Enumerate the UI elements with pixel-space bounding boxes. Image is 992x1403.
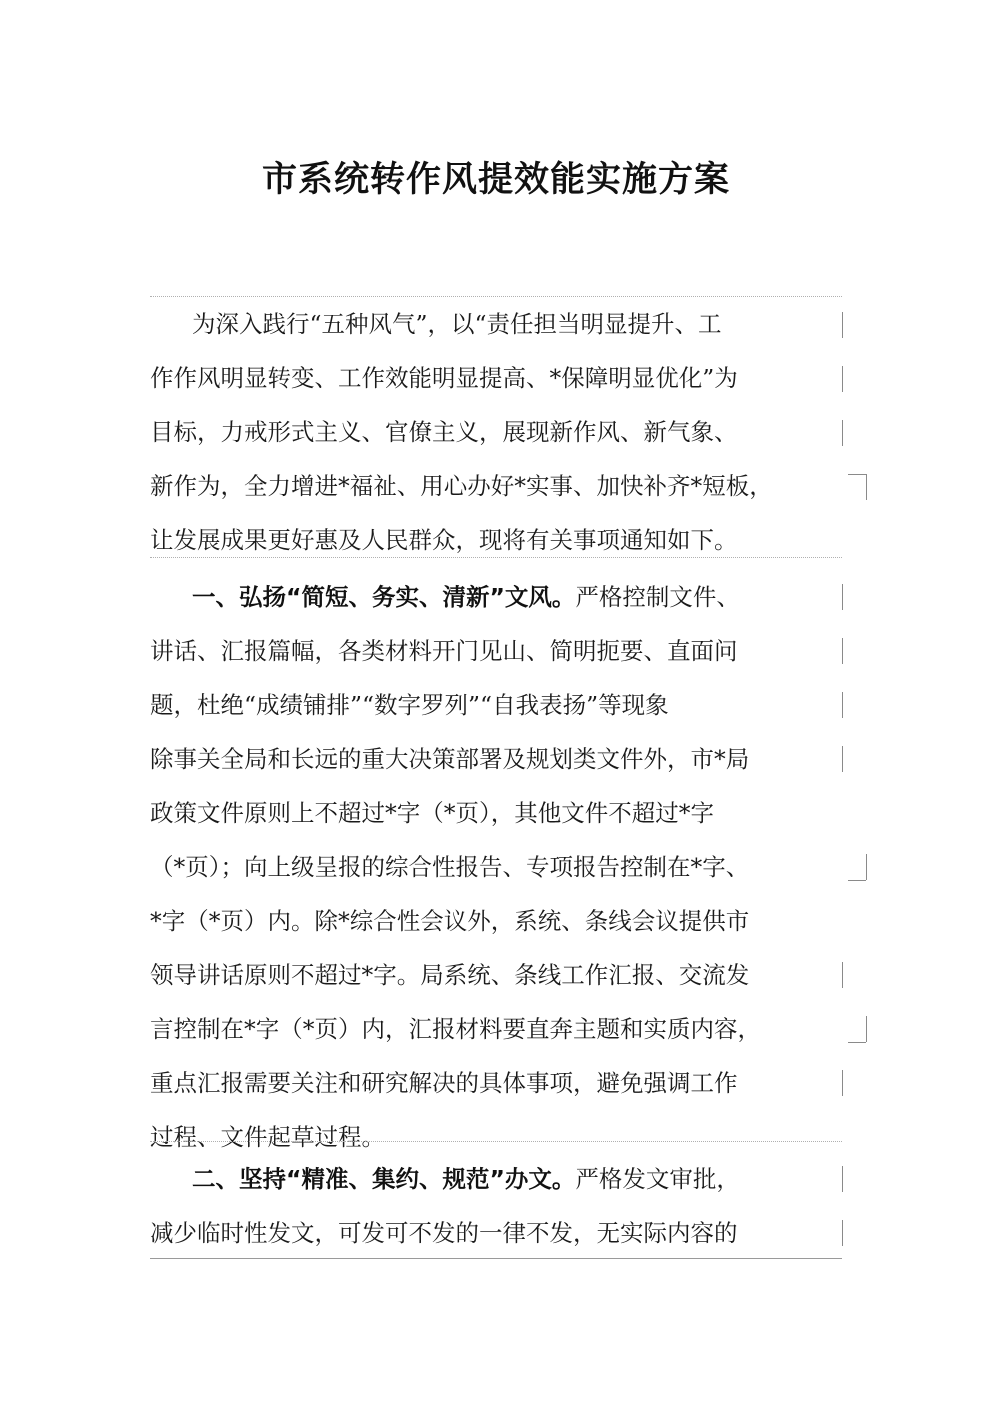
section-text: 严格控制文件、 xyxy=(575,583,740,611)
section-line: （*页）；向上级呈报的综合性报告、专项报告控制在*字、 xyxy=(150,853,750,881)
section-line: *字（*页）内。除*综合性会议外，系统、条线会议提供市 xyxy=(150,907,750,935)
intro-line: 目标，力戒形式主义、官僚主义，展现新作风、新气象、 xyxy=(150,418,738,446)
line-end-mark xyxy=(866,854,867,880)
line-end-mark xyxy=(842,692,843,718)
page-bottom-rule xyxy=(150,1258,842,1259)
section-two xyxy=(150,1152,842,1262)
line-end-mark xyxy=(842,420,843,446)
section-first-line xyxy=(192,570,740,624)
line-end-mark xyxy=(842,962,843,988)
section-line: 重点汇报需要关注和研究解决的具体事项，避免强调工作 xyxy=(150,1069,738,1097)
section-line: 减少临时性发文，可发可不发的一律不发，无实际内容的 xyxy=(150,1219,738,1247)
section-one xyxy=(150,570,842,1151)
section-line: 言控制在*字（*页）内，汇报材料要直奔主题和实质内容， xyxy=(150,1015,761,1043)
section-text: 严格发文审批， xyxy=(575,1165,740,1193)
line-end-mark xyxy=(848,474,866,475)
intro-line: 让发展成果更好惠及人民群众，现将有关事项通知如下。 xyxy=(150,526,738,554)
section-line: 讲话、汇报篇幅，各类材料开门见山、简明扼要、直面问 xyxy=(150,637,738,665)
document-title: 市系统转作风提效能实施方案 xyxy=(261,159,730,200)
line-end-mark xyxy=(866,1016,867,1042)
section-line: 政策文件原则上不超过*字（*页），其他文件不超过*字 xyxy=(150,799,714,827)
intro-line: 为深入践行“五种风气”，以“责任担当明显提升、工 xyxy=(192,310,722,338)
line-end-mark xyxy=(842,1166,843,1192)
paragraph-bottom-border xyxy=(150,1141,842,1142)
intro-paragraph xyxy=(150,296,842,558)
line-end-mark xyxy=(848,880,866,881)
line-end-mark xyxy=(842,1070,843,1096)
section-heading: 一、弘扬“简短、务实、清新”文风。 xyxy=(192,583,576,611)
section-heading: 二、坚持“精准、集约、规范”办文。 xyxy=(192,1165,576,1193)
section-line: 领导讲话原则不超过*字。局系统、条线工作汇报、交流发 xyxy=(150,961,750,989)
section-line: 题，杜绝“成绩铺排”“数字罗列”“自我表扬”等现象 xyxy=(150,691,669,719)
line-end-mark xyxy=(842,1220,843,1246)
line-end-mark xyxy=(842,366,843,392)
line-end-mark xyxy=(848,1042,866,1043)
line-end-mark xyxy=(842,584,843,610)
line-end-mark xyxy=(842,638,843,664)
line-end-mark xyxy=(866,474,867,500)
intro-line: 作作风明显转变、工作效能明显提高、*保障明显优化”为 xyxy=(150,364,738,392)
line-end-mark xyxy=(842,746,843,772)
paragraph-bottom-border xyxy=(150,557,842,558)
intro-line: 新作为，全力增进*福祉、用心办好*实事、加快补齐*短板， xyxy=(150,472,773,500)
section-first-line xyxy=(192,1152,740,1206)
section-line: 过程、文件起草过程。 xyxy=(150,1123,385,1151)
section-line: 除事关全局和长远的重大决策部署及规划类文件外，市*局 xyxy=(150,745,750,773)
line-end-mark xyxy=(842,312,843,338)
